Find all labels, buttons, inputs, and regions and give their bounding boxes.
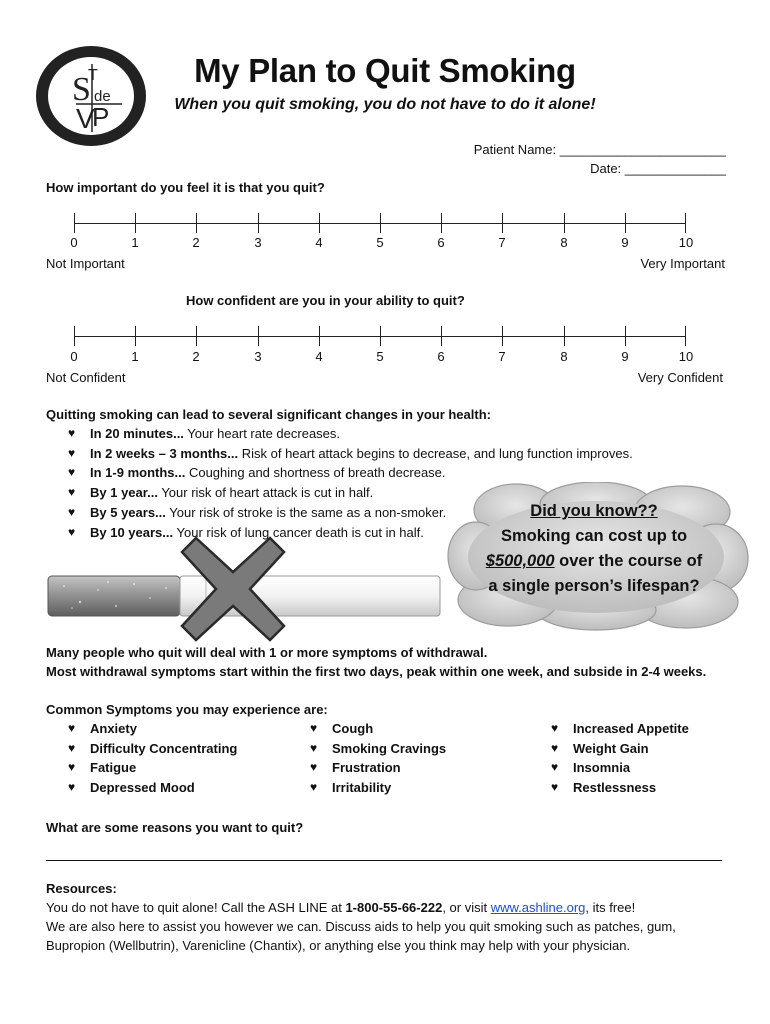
importance-tick-10[interactable] (685, 213, 686, 233)
list-item: ♥ By 10 years... Your risk of lung cancer death is cut in half. (68, 523, 633, 543)
confidence-question: How confident are you in your ability to quit? (186, 293, 465, 308)
confidence-tick-4[interactable] (319, 326, 320, 346)
importance-scale[interactable] (74, 213, 686, 233)
resources-heading: Resources: (46, 881, 117, 896)
importance-scale-label-0: 0 (70, 235, 78, 250)
confidence-scale-label-5: 5 (376, 349, 384, 364)
heart-icon: ♥ (68, 485, 76, 500)
heart-icon: ♥ (68, 760, 76, 775)
heart-icon: ♥ (68, 426, 76, 440)
resources-line-2: We are also here to assist you however we can. Discuss aids to help you quit smoking such as patches, gum, (46, 919, 676, 934)
heart-icon: ♥ (68, 721, 76, 735)
importance-tick-3[interactable] (258, 213, 259, 233)
withdrawal-line-2: Most withdrawal symptoms start within the first two days, peak within one week, and subside in 2-4 weeks. (46, 664, 707, 679)
heart-icon: ♥ (551, 721, 559, 735)
importance-scale-numbers (70, 235, 694, 253)
callout-amount: $500,000 (485, 552, 555, 570)
heart-icon: ♥ (310, 760, 318, 775)
callout-line-2: $500,000 over the course of (485, 552, 703, 570)
confidence-scale-label-3: 3 (254, 349, 262, 364)
confidence-scale[interactable] (74, 326, 686, 346)
confidence-low-label: Not Confident (46, 370, 126, 385)
symptoms-column-2 (310, 719, 446, 798)
list-item: ♥ In 1-9 months... Coughing and shortness of breath decrease. (68, 463, 633, 483)
callout-line-3: a single person’s lifespan? (488, 577, 700, 595)
symptoms-column-3 (551, 719, 689, 798)
confidence-tick-5[interactable] (380, 326, 381, 346)
callout-title: Did you know?? (530, 502, 658, 520)
symptoms-heading: Common Symptoms you may experience are: (46, 702, 328, 717)
list-item: ♥ Increased Appetite (551, 719, 689, 739)
importance-scale-label-6: 6 (437, 235, 445, 250)
importance-tick-8[interactable] (564, 213, 565, 233)
list-item: ♥ Difficulty Concentrating (68, 739, 237, 759)
list-item: ♥ Insomnia (551, 758, 689, 778)
page-subtitle: When you quit smoking, you do not have to do it alone! (174, 96, 596, 113)
importance-tick-5[interactable] (380, 213, 381, 233)
confidence-high-label: Very Confident (637, 370, 723, 385)
heart-icon: ♥ (551, 760, 559, 775)
confidence-tick-3[interactable] (258, 326, 259, 346)
importance-high-label: Very Important (640, 256, 725, 271)
heart-icon: ♥ (68, 465, 76, 480)
confidence-scale-label-8: 8 (560, 349, 568, 364)
patient-name-field[interactable]: Patient Name: _______________________ (473, 142, 726, 157)
symptoms-column-1 (68, 719, 237, 798)
confidence-scale-label-9: 9 (621, 349, 629, 364)
list-item: ♥ Smoking Cravings (310, 739, 446, 759)
confidence-scale-label-1: 1 (131, 349, 139, 364)
confidence-tick-1[interactable] (135, 326, 136, 346)
confidence-tick-0[interactable] (74, 326, 75, 346)
page-title: My Plan to Quit Smoking (194, 52, 576, 89)
heart-icon: ♥ (551, 740, 559, 755)
heart-icon: ♥ (68, 445, 76, 460)
importance-scale-label-3: 3 (254, 235, 262, 250)
heart-icon: ♥ (310, 780, 318, 795)
logo-emblem-icon (36, 46, 146, 146)
importance-scale-label-2: 2 (192, 235, 200, 250)
svg-text:P: P (92, 102, 110, 132)
confidence-tick-6[interactable] (441, 326, 442, 346)
heart-icon: ♥ (551, 780, 559, 795)
confidence-scale-label-2: 2 (192, 349, 200, 364)
confidence-scale-label-6: 6 (437, 349, 445, 364)
confidence-scale-label-0: 0 (70, 349, 78, 364)
confidence-tick-8[interactable] (564, 326, 565, 346)
ashline-link[interactable]: www.ashline.org (490, 900, 586, 915)
svg-text:de: de (94, 88, 111, 105)
importance-scale-label-5: 5 (376, 235, 384, 250)
confidence-scale-numbers (70, 349, 694, 367)
confidence-tick-9[interactable] (625, 326, 626, 346)
list-item: ♥ Frustration (310, 758, 446, 778)
svg-text:S: S (72, 71, 91, 108)
heart-icon: ♥ (310, 721, 318, 735)
withdrawal-line-1: Many people who quit will deal with 1 or more symptoms of withdrawal. (46, 645, 488, 660)
benefits-heading: Quitting smoking can lead to several significant changes in your health: (46, 407, 491, 422)
list-item: ♥ By 1 year... Your risk of heart attack is cut in half. (68, 483, 633, 503)
heart-icon: ♥ (68, 524, 76, 539)
importance-tick-4[interactable] (319, 213, 320, 233)
reasons-question: What are some reasons you want to quit? (46, 820, 304, 835)
confidence-scale-label-7: 7 (498, 349, 506, 364)
importance-tick-0[interactable] (74, 213, 75, 233)
importance-scale-label-8: 8 (560, 235, 568, 250)
callout-line-1: Smoking can cost up to (500, 527, 688, 545)
list-item: ♥ In 2 weeks – 3 months... Risk of heart attack begins to decrease, and lung function improves. (68, 444, 633, 464)
importance-question: How important do you feel it is that you quit? (46, 180, 325, 195)
list-item: ♥ Depressed Mood (68, 778, 237, 798)
list-item: ♥ Fatigue (68, 758, 237, 778)
logo (36, 46, 146, 146)
confidence-tick-2[interactable] (196, 326, 197, 346)
confidence-scale-label-4: 4 (315, 349, 323, 364)
confidence-scale-label-10: 10 (678, 349, 694, 364)
list-item: ♥ Restlessness (551, 778, 689, 798)
importance-scale-label-9: 9 (621, 235, 629, 250)
list-item: ♥ By 5 years... Your risk of stroke is the same as a non-smoker. (68, 503, 633, 523)
list-item: ♥ Cough (310, 719, 446, 739)
did-you-know-callout (452, 499, 736, 599)
x-mark-icon (178, 534, 288, 644)
importance-scale-label-4: 4 (315, 235, 323, 250)
svg-text:T: T (88, 67, 98, 84)
heart-icon: ♥ (68, 740, 76, 755)
confidence-tick-7[interactable] (502, 326, 503, 346)
importance-tick-1[interactable] (135, 213, 136, 233)
date-field[interactable]: Date: ______________ (590, 161, 726, 176)
importance-tick-9[interactable] (625, 213, 626, 233)
list-item: ♥ Irritability (310, 778, 446, 798)
heart-icon: ♥ (68, 780, 76, 795)
list-item: ♥ Weight Gain (551, 739, 689, 759)
list-item: ♥ In 20 minutes... Your heart rate decreases. (68, 424, 633, 444)
resources-line-1: You do not have to quit alone! Call the ASH LINE at 1-800-55-66-222, or visit www.ashline.org, its free! (46, 900, 636, 915)
list-item: ♥ Anxiety (68, 719, 237, 739)
resources-line-3: Bupropion (Wellbutrin), Varenicline (Chantix), or anything else you think may help with your physician. (46, 938, 631, 953)
importance-tick-6[interactable] (441, 213, 442, 233)
svg-text:V: V (76, 103, 95, 134)
importance-scale-label-10: 10 (678, 235, 694, 250)
heart-icon: ♥ (68, 504, 76, 519)
heart-icon: ♥ (310, 740, 318, 755)
confidence-tick-10[interactable] (685, 326, 686, 346)
reasons-answer-line[interactable] (46, 860, 722, 861)
importance-scale-label-7: 7 (498, 235, 506, 250)
importance-tick-2[interactable] (196, 213, 197, 233)
importance-scale-label-1: 1 (131, 235, 139, 250)
importance-low-label: Not Important (46, 256, 125, 271)
ash-line-phone[interactable]: 1-800-55-66-222 (345, 900, 443, 915)
importance-tick-7[interactable] (502, 213, 503, 233)
